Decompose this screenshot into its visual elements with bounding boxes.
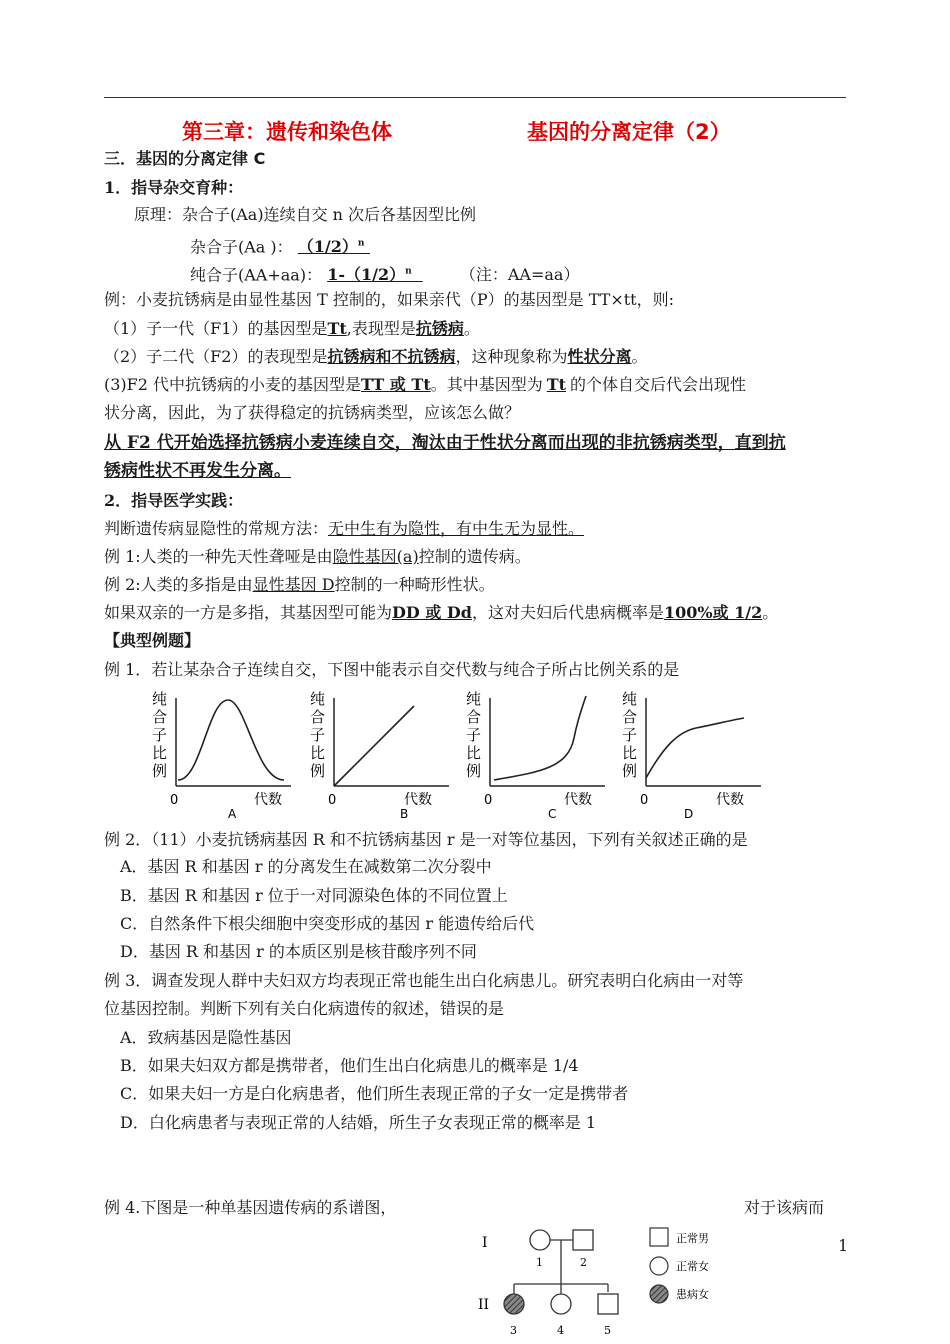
- q2-option-a: A．基因 R 和基因 r 的分离发生在减数第二次分裂中: [120, 857, 492, 876]
- ex2-answer: 显性基因 D: [252, 575, 335, 594]
- hetero-value: $(1/2)^n$: [297, 237, 365, 257]
- y-axis-label-char: 比: [622, 744, 638, 762]
- question-3-cont: 状分离，因此，为了获得稳定的抗锈病类型，应该怎么做？: [104, 403, 521, 422]
- x-axis-label: 代数: [404, 792, 432, 808]
- q3-option-d: D．白化病患者与表现正常的人结婚，所生子女表现正常的概率是 1: [120, 1113, 597, 1132]
- q3-option-c: C．如果夫妇一方是白化病患者，他们所生表现正常的子女一定是携带者: [120, 1084, 629, 1103]
- ex2-text: 例 2:人类的多指是由: [104, 575, 253, 594]
- q3-answer-genotype: TT 或 Tt: [361, 375, 431, 394]
- hetero-line: [190, 234, 370, 257]
- homo-label: 纯合子(AA+aa)：: [190, 265, 323, 285]
- y-axis-label-char: 例: [152, 762, 168, 780]
- x-axis-label: 代数: [564, 792, 592, 808]
- panel-label-c: C: [548, 807, 557, 820]
- homo-line: [190, 262, 579, 285]
- y-axis-label-char: 比: [310, 744, 326, 762]
- q2-option-d: D．基因 R 和基因 r 的本质区别是核苷酸序列不同: [120, 942, 477, 961]
- panel-label-d: D: [684, 807, 694, 820]
- y-axis-label-char: 纯: [152, 690, 168, 708]
- x-axis-label: 代数: [716, 792, 744, 808]
- method-line: [104, 519, 584, 539]
- question-example-1: 例 1．若让某杂合子连续自交，下图中能表示自交代数与纯合子所占比例关系的是: [104, 660, 680, 679]
- q1-answer-genotype: Tt: [327, 319, 347, 338]
- question-example-4-tail: 对于该病而: [744, 1198, 825, 1217]
- q3-text-3: 的个体自交后代会出现性: [570, 375, 747, 394]
- q1-answer-phenotype: 抗锈病: [415, 319, 464, 338]
- page-number: 1: [838, 1236, 849, 1255]
- ex3-text: 如果双亲的一方是多指，其基因型可能为: [104, 603, 393, 622]
- typical-heading: 【典型例题】: [104, 631, 201, 650]
- header-rule: [104, 97, 846, 98]
- y-axis-label-char: 比: [466, 744, 482, 762]
- example-polydactyly: [104, 575, 495, 595]
- curve-a: [178, 700, 284, 780]
- curve-b: [334, 706, 414, 786]
- individual-4: [551, 1294, 571, 1314]
- origin-label: 0: [640, 793, 649, 808]
- q2-answer-term: 性状分离: [567, 347, 632, 366]
- q3-text-2: 。其中基因型为: [430, 375, 543, 394]
- chart-option-c: [460, 688, 610, 824]
- curve-c: [494, 696, 586, 780]
- legend-label-affected-female: 患病女: [676, 1288, 709, 1301]
- q2-text-2: ，这种现象称为: [455, 347, 568, 366]
- example-intro: 例：小麦抗锈病是由显性基因 T 控制的，如果亲代（P）的基因型是 TT×tt，则:: [104, 290, 674, 309]
- id-3: 3: [510, 1324, 517, 1337]
- part1-heading: 1．指导杂交育种：: [104, 178, 244, 197]
- y-axis-label-char: 纯: [622, 690, 638, 708]
- homo-value: $1-(1/2)^n$: [327, 265, 412, 285]
- y-axis-label-char: 合: [310, 708, 326, 726]
- lesson-title: 基因的分离定律（2）: [527, 120, 731, 144]
- example-probability: [104, 603, 778, 623]
- q2-option-c: C．自然条件下根尖细胞中突变形成的基因 r 能遗传给后代: [120, 914, 535, 933]
- y-axis-label-char: 合: [152, 708, 168, 726]
- method-answer: 无中生有为隐性，有中生无为显性。: [328, 519, 585, 538]
- legend-label-normal-female: 正常女: [676, 1260, 709, 1273]
- q2-text: （2）子二代（F2）的表现型是: [104, 347, 328, 366]
- origin-label: 0: [484, 793, 493, 808]
- chapter-title: 第三章：遗传和染色体: [182, 120, 392, 144]
- q3-option-a: A．致病基因是隐性基因: [120, 1028, 292, 1047]
- q1-text: （1）子一代（F1）的基因型是: [104, 319, 328, 338]
- question-2: [104, 347, 648, 367]
- question-3: [104, 375, 746, 395]
- origin-label: 0: [170, 793, 179, 808]
- id-5: 5: [604, 1324, 611, 1337]
- individual-2: [573, 1230, 593, 1250]
- panel-label-b: B: [400, 807, 409, 820]
- ex1-text: 例 1:人类的一种先天性聋哑是由: [104, 547, 333, 566]
- legend-normal-male: [650, 1228, 668, 1246]
- individual-1: [530, 1230, 550, 1250]
- y-axis-label-char: 纯: [466, 690, 482, 708]
- y-axis-label-char: 合: [466, 708, 482, 726]
- x-axis-label: 代数: [254, 792, 282, 808]
- y-axis-label-char: 子: [310, 726, 326, 744]
- ex2-end: 控制的一种畸形性状。: [334, 575, 495, 594]
- answer-line-1: 从 F2 代开始选择抗锈病小麦连续自交，淘汰由于性状分离而出现的非抗锈病类型，直到抗: [104, 433, 786, 453]
- legend-normal-female: [650, 1257, 668, 1275]
- method-label: 判断遗传病显隐性的常规方法：: [104, 519, 329, 538]
- curve-d: [646, 718, 744, 778]
- question-example-4: 例 4.下图是一种单基因遗传病的系谱图，: [104, 1198, 397, 1217]
- ex3-answer-probability: 100%或 1/2: [664, 603, 763, 622]
- q2-answer-phenotype: 抗锈病和不抗锈病: [327, 347, 456, 366]
- id-1: 1: [536, 1256, 543, 1269]
- q1-text-2: ,表现型是: [346, 319, 416, 338]
- q2-option-b: B．基因 R 和基因 r 位于一对同源染色体的不同位置上: [120, 886, 508, 905]
- y-axis-label-char: 合: [622, 708, 638, 726]
- id-2: 2: [580, 1256, 587, 1269]
- ex3-end: 。: [762, 603, 779, 622]
- chart-option-b: [304, 688, 454, 824]
- q3-option-b: B．如果夫妇双方都是携带者，他们生出白化病患儿的概率是 1/4: [120, 1056, 579, 1075]
- origin-label: 0: [328, 793, 337, 808]
- y-axis-label-char: 例: [310, 762, 326, 780]
- generation-1-label: I: [482, 1235, 488, 1251]
- ex3-answer-genotype: DD 或 Dd: [392, 603, 472, 622]
- hetero-label: 杂合子(Aa )：: [190, 237, 293, 257]
- y-axis-label-char: 子: [622, 726, 638, 744]
- question-1: [104, 319, 480, 339]
- pedigree-diagram: [470, 1222, 730, 1344]
- ex3-text-2: ，这对夫妇后代患病概率是: [471, 603, 664, 622]
- homo-note: （注：AA=aa）: [459, 265, 580, 285]
- principle-line: 原理：杂合子(Aa)连续自交 n 次后各基因型比例: [134, 205, 477, 224]
- legend-label-normal-male: 正常男: [676, 1232, 709, 1245]
- individual-3: [504, 1294, 524, 1314]
- question-example-3-line1: 例 3．调查发现人群中夫妇双方均表现正常也能生出白化病患儿。研究表明白化病由一对等: [104, 971, 744, 990]
- chart-option-a: [146, 688, 296, 824]
- y-axis-label-char: 例: [622, 762, 638, 780]
- example-deafness: [104, 547, 531, 567]
- ex1-end: 控制的遗传病。: [418, 547, 531, 566]
- generation-2-label: II: [478, 1297, 490, 1313]
- q3-answer-tt: Tt: [546, 375, 567, 394]
- part2-heading: 2．指导医学实践：: [104, 491, 244, 510]
- id-4: 4: [557, 1324, 564, 1337]
- chart-option-d: [616, 688, 766, 824]
- ex1-answer: 隐性基因(a): [332, 547, 419, 566]
- legend-affected-female: [650, 1285, 668, 1303]
- y-axis-label-char: 纯: [310, 690, 326, 708]
- q3-text: (3)F2 代中抗锈病的小麦的基因型是: [104, 375, 362, 394]
- y-axis-label-char: 子: [152, 726, 168, 744]
- q2-end: 。: [631, 347, 648, 366]
- individual-5: [598, 1294, 618, 1314]
- section-heading: 三．基因的分离定律 C: [104, 149, 266, 168]
- question-example-2: 例 2．（11）小麦抗锈病基因 R 和不抗锈病基因 r 是一对等位基因，下列有关叙述正确的是: [104, 830, 748, 849]
- q1-end: 。: [463, 319, 480, 338]
- question-example-3-line2: 位基因控制。判断下列有关白化病遗传的叙述，错误的是: [104, 999, 505, 1018]
- y-axis-label-char: 例: [466, 762, 482, 780]
- answer-line-2: 锈病性状不再发生分离。: [104, 461, 291, 481]
- y-axis-label-char: 子: [466, 726, 482, 744]
- y-axis-label-char: 比: [152, 744, 168, 762]
- panel-label-a: A: [228, 807, 237, 820]
